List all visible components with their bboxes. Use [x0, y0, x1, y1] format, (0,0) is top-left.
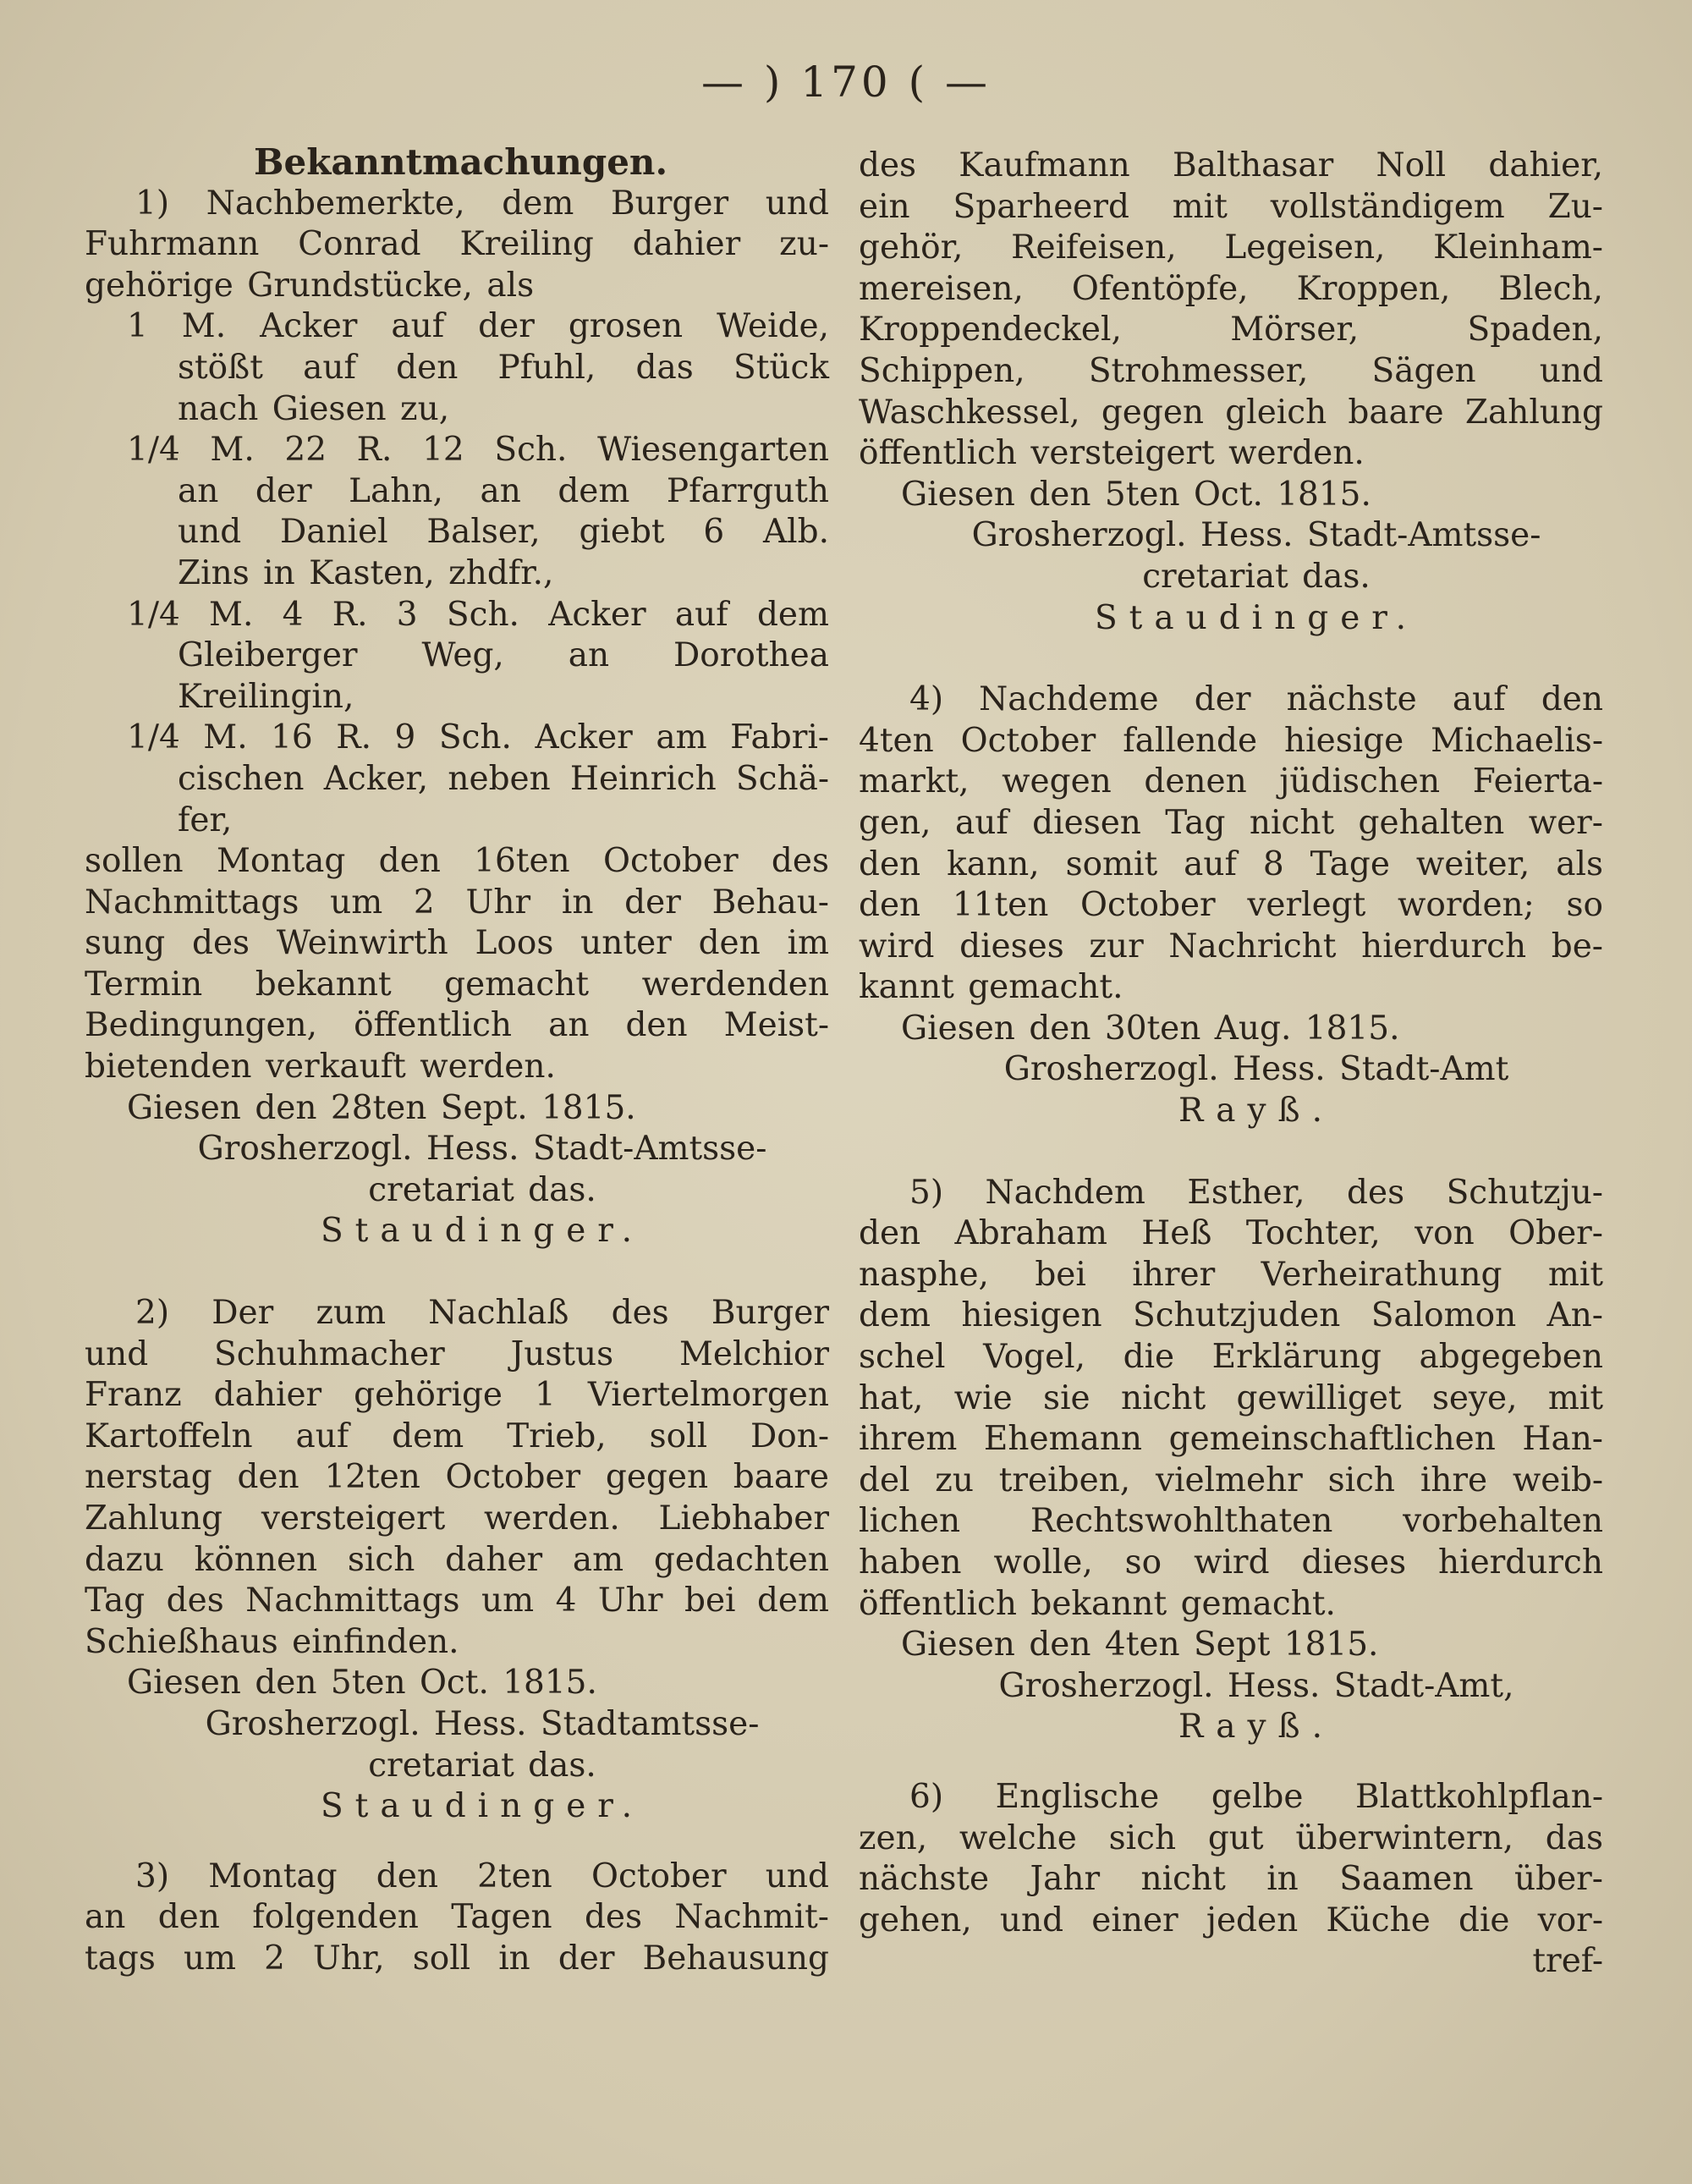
text-line: Tag des Nachmittags um 4 Uhr bei dem: [85, 1582, 829, 1620]
text-line: gehen, und einer jeden Küche die vor-: [859, 1901, 1603, 1939]
text-line: den 11ten October verlegt worden; so: [859, 886, 1603, 925]
signature-office: cretariat das.: [368, 1746, 596, 1785]
text-line: sollen Montag den 16ten October des: [85, 842, 829, 881]
text-line: 1) Nachbemerkte, dem Burger und: [135, 184, 829, 223]
date-line: Giesen den 4ten Sept 1815.: [901, 1626, 1379, 1664]
text-line: öffentlich versteigert werden.: [859, 434, 1365, 473]
signature-office: cretariat das.: [368, 1170, 596, 1209]
text-line: nasphe, bei ihrer Verheirathung mit: [859, 1255, 1603, 1294]
text-line: gen, auf diesen Tag nicht gehalten wer-: [859, 803, 1603, 842]
text-line: lichen Rechtswohlthaten vorbehalten: [859, 1502, 1603, 1541]
text-line: an der Lahn, an dem Pfarrguth: [178, 471, 829, 510]
text-line: ihrem Ehemann gemeinschaftlichen Han-: [859, 1420, 1603, 1459]
text-line: Kreilingin,: [178, 677, 354, 716]
signature-office: Grosherzogl. Hess. Stadtamtsse-: [205, 1704, 760, 1743]
section-title: Bekanntmachungen.: [254, 141, 668, 183]
text-line: 3) Montag den 2ten October und: [135, 1857, 829, 1895]
text-line: den kann, somit auf 8 Tage weiter, als: [859, 844, 1603, 883]
date-line: Giesen den 5ten Oct. 1815.: [901, 475, 1371, 514]
text-line: Kartoffeln auf dem Trieb, soll Don-: [85, 1417, 829, 1455]
text-line: nach Giesen zu,: [178, 389, 450, 428]
signature-name: Staudinger.: [320, 1787, 645, 1826]
text-line: Waschkessel, gegen gleich baare Zahlung: [859, 393, 1603, 432]
text-line: ein Sparheerd mit vollständigem Zu-: [859, 187, 1603, 226]
text-line: Nachmittags um 2 Uhr in der Behau-: [85, 883, 829, 921]
date-line: Giesen den 5ten Oct. 1815.: [127, 1664, 597, 1703]
signature-office: Grosherzogl. Hess. Stadt-Amt: [1003, 1050, 1509, 1089]
signature-name: Staudinger.: [320, 1212, 645, 1251]
text-line: Kroppendeckel, Mörser, Spaden,: [859, 311, 1603, 349]
text-line: 1/4 M. 4 R. 3 Sch. Acker auf dem: [127, 595, 829, 634]
text-line: dem hiesigen Schutzjuden Salomon An-: [859, 1296, 1603, 1335]
text-line: 6) Englische gelbe Blattkohlpflan-: [909, 1777, 1603, 1816]
text-line: gehör, Reifeisen, Legeisen, Kleinham-: [859, 228, 1603, 267]
text-line: Zahlung versteigert werden. Liebhaber: [85, 1499, 829, 1538]
left-column: [85, 142, 829, 1980]
text-line: del zu treiben, vielmehr sich ihre weib-: [859, 1461, 1603, 1499]
text-line: Fuhrmann Conrad Kreiling dahier zu-: [85, 225, 829, 264]
text-line: den Abraham Heß Tochter, von Ober-: [859, 1214, 1603, 1253]
text-line: wird dieses zur Nachricht hierdurch be-: [859, 927, 1603, 965]
signature-office: Grosherzogl. Hess. Stadt-Amtsse-: [971, 516, 1541, 555]
text-line: dazu können sich daher am gedachten: [85, 1540, 829, 1579]
text-line: Bedingungen, öffentlich an den Meist-: [85, 1006, 829, 1045]
right-column: [859, 146, 1603, 1983]
text-line: schel Vogel, die Erklärung abgegeben: [859, 1338, 1603, 1377]
text-line: des Kaufmann Balthasar Noll dahier,: [859, 146, 1603, 184]
text-line: kannt gemacht.: [859, 968, 1123, 1007]
text-line: Franz dahier gehörige 1 Viertelmorgen: [85, 1376, 829, 1415]
spacer: [859, 1748, 1603, 1777]
signature-name: Rayß.: [1178, 1708, 1334, 1747]
page-number: — ) 170 ( —: [700, 58, 992, 107]
signature-name: Staudinger.: [1094, 598, 1419, 637]
text-line: hat, wie sie nicht gewilliget seye, mit: [859, 1378, 1603, 1417]
spacer: [859, 639, 1603, 679]
text-line: 1 M. Acker auf der grosen Weide,: [127, 307, 829, 346]
spacer: [85, 1252, 829, 1293]
text-line: 1/4 M. 22 R. 12 Sch. Wiesengarten: [127, 431, 829, 470]
text-line: bietenden verkauft werden.: [85, 1048, 556, 1086]
text-line: haben wolle, so wird dieses hierdurch: [859, 1543, 1603, 1582]
text-line: 4ten October fallende hiesige Michaelis-: [859, 721, 1603, 760]
text-line: zen, welche sich gut überwintern, das: [859, 1818, 1603, 1857]
text-line: stößt auf den Pfuhl, das Stück: [178, 348, 829, 387]
text-line: 1/4 M. 16 R. 9 Sch. Acker am Fabri-: [127, 718, 829, 757]
text-line: Gleiberger Weg, an Dorothea: [178, 636, 829, 675]
text-line: Termin bekannt gemacht werdenden: [85, 965, 829, 1004]
text-line: sung des Weinwirth Loos unter den im: [85, 924, 829, 963]
date-line: Giesen den 30ten Aug. 1815.: [901, 1009, 1400, 1048]
text-line: tags um 2 Uhr, soll in der Behausung: [85, 1939, 829, 1978]
spacer: [859, 1132, 1603, 1173]
date-line: Giesen den 28ten Sept. 1815.: [127, 1088, 636, 1127]
spacer: [85, 1828, 829, 1857]
text-line: Zins in Kasten, zhdfr.,: [178, 553, 554, 592]
text-line: und Schuhmacher Justus Melchior: [85, 1334, 829, 1373]
text-line: Schießhaus einfinden.: [85, 1622, 459, 1661]
text-line: fer,: [178, 800, 233, 839]
text-line: 2) Der zum Nachlaß des Burger: [135, 1294, 829, 1333]
text-line: cischen Acker, neben Heinrich Schä-: [178, 759, 829, 798]
signature-name: Rayß.: [1178, 1092, 1334, 1131]
text-line: Schippen, Strohmesser, Sägen und: [859, 351, 1603, 390]
text-line: nächste Jahr nicht in Saamen über-: [859, 1860, 1603, 1899]
text-line: 5) Nachdem Esther, des Schutzju-: [909, 1173, 1603, 1212]
signature-office: Grosherzogl. Hess. Stadt-Amt,: [998, 1666, 1514, 1705]
text-line: öffentlich bekannt gemacht.: [859, 1584, 1336, 1623]
text-line: nerstag den 12ten October gegen baare: [85, 1458, 829, 1497]
text-line: gehörige Grundstücke, als: [85, 266, 535, 305]
signature-office: cretariat das.: [1142, 557, 1371, 596]
text-line: markt, wegen denen jüdischen Feierta-: [859, 762, 1603, 801]
text-line: mereisen, Ofentöpfe, Kroppen, Blech,: [859, 269, 1603, 308]
signature-office: Grosherzogl. Hess. Stadt-Amtsse-: [197, 1130, 767, 1169]
text-line: an den folgenden Tagen des Nachmit-: [85, 1898, 829, 1937]
text-line: und Daniel Balser, giebt 6 Alb.: [178, 513, 829, 552]
text-line: 4) Nachdeme der nächste auf den: [909, 680, 1603, 719]
catchword: tref-: [1532, 1942, 1603, 1981]
